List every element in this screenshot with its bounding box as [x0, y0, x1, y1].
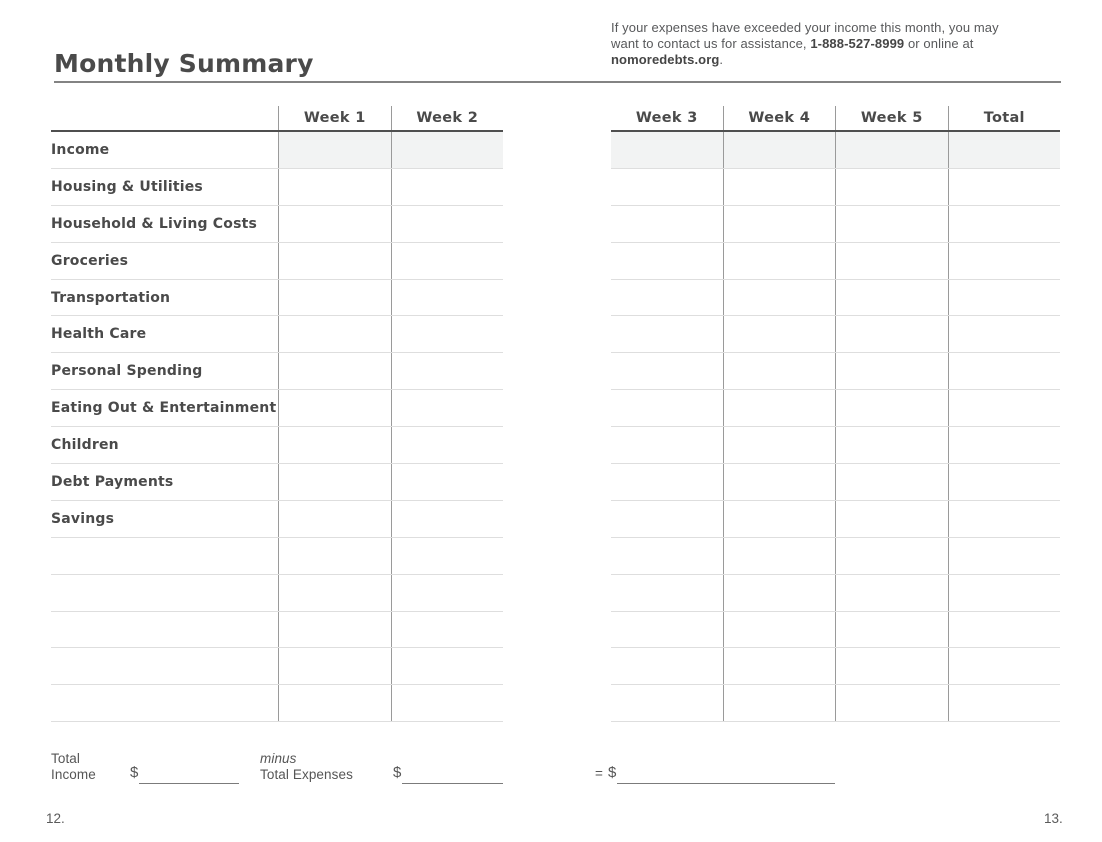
amount-cell[interactable]	[611, 612, 723, 648]
table-row	[611, 280, 1060, 317]
amount-cell[interactable]	[278, 390, 391, 426]
column-header: Week 5	[835, 106, 948, 130]
row-label	[51, 575, 278, 611]
row-label	[51, 685, 278, 721]
amount-cell[interactable]	[278, 648, 391, 684]
amount-cell[interactable]	[391, 206, 504, 242]
amount-cell[interactable]	[835, 353, 948, 389]
assistance-website: nomoredebts.org	[611, 51, 720, 67]
row-label: Groceries	[51, 252, 129, 269]
table-row	[611, 169, 1060, 206]
row-label: Children	[51, 437, 119, 454]
table-row	[611, 685, 1060, 722]
table-row	[51, 427, 503, 464]
amount-cell[interactable]	[835, 169, 948, 205]
assistance-note-line2-text: want to contact us for assistance,	[611, 35, 811, 51]
table-row	[51, 575, 503, 612]
amount-cell[interactable]	[723, 243, 836, 279]
row-label: Housing & Utilities	[51, 178, 203, 195]
amount-cell[interactable]	[611, 390, 723, 426]
assistance-phone-number: 1-888-527-8999	[810, 35, 905, 51]
total-expenses-fill-line[interactable]	[402, 783, 503, 784]
result-dollar-sign: $	[608, 764, 617, 781]
table-row	[611, 501, 1060, 538]
amount-cell[interactable]	[723, 427, 836, 463]
amount-cell[interactable]	[611, 575, 723, 611]
total-income-label	[51, 751, 96, 784]
table-header-row	[611, 103, 1060, 130]
table-row	[51, 243, 503, 280]
amount-cell[interactable]	[723, 316, 836, 352]
table-row	[51, 353, 503, 390]
amount-cell[interactable]	[835, 390, 948, 426]
amount-cell[interactable]	[278, 353, 391, 389]
amount-cell[interactable]	[391, 501, 504, 537]
table-row	[51, 501, 503, 538]
amount-cell[interactable]	[835, 648, 948, 684]
amount-cell[interactable]	[278, 243, 391, 279]
table-row	[51, 316, 503, 353]
row-label: Eating Out & Entertainment	[51, 400, 277, 417]
summary-table-weeks-3-5-total	[611, 103, 1060, 722]
amount-cell[interactable]	[391, 316, 504, 352]
amount-cell[interactable]	[835, 206, 948, 242]
result-fill-line[interactable]	[617, 783, 835, 784]
amount-cell[interactable]	[611, 280, 723, 316]
amount-cell[interactable]	[835, 575, 948, 611]
amount-cell[interactable]	[835, 685, 948, 721]
amount-cell[interactable]	[278, 427, 391, 463]
amount-cell[interactable]	[948, 280, 1061, 316]
page-number-left: 12.	[46, 811, 65, 826]
amount-cell[interactable]	[391, 132, 504, 168]
assistance-note-period: .	[719, 51, 724, 67]
total-income-fill-line[interactable]	[139, 783, 239, 784]
row-label: Health Care	[51, 326, 147, 343]
amount-cell[interactable]	[278, 575, 391, 611]
table-row	[51, 648, 503, 685]
table-row	[51, 390, 503, 427]
table-row	[51, 538, 503, 575]
table-row	[611, 132, 1060, 169]
row-label: Personal Spending	[51, 363, 203, 380]
total-income-dollar-sign: $	[130, 764, 139, 781]
amount-cell[interactable]	[611, 685, 723, 721]
amount-cell[interactable]	[723, 280, 836, 316]
row-label: Income	[51, 141, 110, 158]
table-row	[611, 316, 1060, 353]
row-label: Household & Living Costs	[51, 215, 258, 232]
amount-cell[interactable]	[391, 243, 504, 279]
amount-cell[interactable]	[723, 132, 836, 168]
amount-cell[interactable]	[948, 390, 1061, 426]
table-row	[51, 280, 503, 317]
amount-cell[interactable]	[391, 538, 504, 574]
assistance-note-line2	[611, 36, 999, 52]
table-row	[611, 206, 1060, 243]
amount-cell[interactable]	[948, 538, 1061, 574]
table-row	[611, 353, 1060, 390]
amount-cell[interactable]	[278, 464, 391, 500]
table-row	[51, 132, 503, 169]
header-divider-rule	[54, 81, 1061, 83]
table-row	[611, 427, 1060, 464]
table-row	[51, 169, 503, 206]
column-header: Week 3	[635, 110, 698, 126]
row-label	[51, 538, 278, 574]
assistance-note	[611, 20, 999, 67]
amount-cell[interactable]	[948, 132, 1061, 168]
amount-cell[interactable]	[611, 648, 723, 684]
amount-cell[interactable]	[948, 648, 1061, 684]
summary-table-weeks-1-2	[51, 103, 503, 722]
table-header-row	[51, 103, 503, 130]
amount-cell[interactable]	[391, 390, 504, 426]
table-row	[611, 612, 1060, 649]
table-row	[51, 685, 503, 722]
row-label	[51, 648, 278, 684]
amount-cell[interactable]	[278, 316, 391, 352]
amount-cell[interactable]	[391, 353, 504, 389]
amount-cell[interactable]	[835, 501, 948, 537]
total-expenses-dollar-sign: $	[393, 764, 402, 781]
table-row	[611, 575, 1060, 612]
amount-cell[interactable]	[611, 132, 723, 168]
amount-cell[interactable]	[835, 464, 948, 500]
amount-cell[interactable]	[278, 501, 391, 537]
category-column-spacer	[51, 103, 278, 130]
amount-cell[interactable]	[611, 206, 723, 242]
income-word: Income	[51, 767, 96, 783]
amount-cell[interactable]	[723, 353, 836, 389]
amount-cell[interactable]	[835, 538, 948, 574]
amount-cell[interactable]	[723, 538, 836, 574]
page-number-right: 13.	[1044, 811, 1063, 826]
amount-cell[interactable]	[391, 648, 504, 684]
amount-cell[interactable]	[391, 464, 504, 500]
amount-cell[interactable]	[948, 427, 1061, 463]
amount-cell[interactable]	[723, 612, 836, 648]
amount-cell[interactable]	[391, 575, 504, 611]
amount-cell[interactable]	[948, 685, 1061, 721]
column-header: Week 2	[391, 106, 504, 130]
amount-cell[interactable]	[723, 206, 836, 242]
amount-cell[interactable]	[391, 685, 504, 721]
amount-cell[interactable]	[391, 427, 504, 463]
amount-cell[interactable]	[611, 427, 723, 463]
amount-cell[interactable]	[835, 132, 948, 168]
amount-cell[interactable]	[948, 169, 1061, 205]
amount-cell[interactable]	[611, 538, 723, 574]
table-row	[51, 612, 503, 649]
amount-cell[interactable]	[835, 243, 948, 279]
amount-cell[interactable]	[278, 538, 391, 574]
table-row	[611, 464, 1060, 501]
equals-sign: =	[595, 766, 603, 781]
total-expenses-label	[260, 751, 353, 784]
table-row	[611, 648, 1060, 685]
amount-cell[interactable]	[391, 612, 504, 648]
amount-cell[interactable]	[278, 206, 391, 242]
amount-cell[interactable]	[835, 612, 948, 648]
amount-cell[interactable]	[278, 132, 391, 168]
amount-cell[interactable]	[723, 685, 836, 721]
table-row	[51, 464, 503, 501]
amount-cell[interactable]	[723, 390, 836, 426]
amount-cell[interactable]	[611, 169, 723, 205]
amount-cell[interactable]	[948, 501, 1061, 537]
assistance-note-line3	[611, 52, 999, 68]
amount-cell[interactable]	[278, 280, 391, 316]
amount-cell[interactable]	[835, 280, 948, 316]
column-header: Week 4	[723, 106, 836, 130]
table-row	[611, 390, 1060, 427]
row-label	[51, 612, 278, 648]
total-expenses-word: Total Expenses	[260, 767, 353, 783]
table-row	[611, 243, 1060, 280]
page-title: Monthly Summary	[54, 49, 314, 78]
total-word: Total	[51, 751, 81, 766]
amount-cell[interactable]	[835, 427, 948, 463]
column-header: Total	[948, 106, 1061, 130]
amount-cell[interactable]	[723, 501, 836, 537]
amount-cell[interactable]	[391, 280, 504, 316]
amount-cell[interactable]	[948, 353, 1061, 389]
minus-word: minus	[260, 751, 297, 766]
amount-cell[interactable]	[723, 464, 836, 500]
amount-cell[interactable]	[611, 353, 723, 389]
amount-cell[interactable]	[278, 685, 391, 721]
amount-cell[interactable]	[948, 612, 1061, 648]
assistance-note-line1: If your expenses have exceeded your income this month, you may	[611, 20, 999, 35]
amount-cell[interactable]	[611, 501, 723, 537]
column-header: Week 1	[278, 106, 391, 130]
amount-cell[interactable]	[611, 316, 723, 352]
assistance-note-line2-text2: or online at	[904, 35, 974, 51]
amount-cell[interactable]	[948, 464, 1061, 500]
amount-cell[interactable]	[611, 464, 723, 500]
amount-cell[interactable]	[835, 316, 948, 352]
table-body	[611, 130, 1060, 722]
row-label: Transportation	[51, 289, 171, 306]
amount-cell[interactable]	[948, 206, 1061, 242]
amount-cell[interactable]	[948, 243, 1061, 279]
amount-cell[interactable]	[278, 612, 391, 648]
amount-cell[interactable]	[948, 575, 1061, 611]
table-row	[611, 538, 1060, 575]
row-label: Savings	[51, 510, 115, 527]
table-row	[51, 206, 503, 243]
amount-cell[interactable]	[948, 316, 1061, 352]
row-label: Debt Payments	[51, 473, 174, 490]
amount-cell[interactable]	[278, 169, 391, 205]
amount-cell[interactable]	[723, 648, 836, 684]
amount-cell[interactable]	[391, 169, 504, 205]
amount-cell[interactable]	[611, 243, 723, 279]
table-body	[51, 130, 503, 722]
amount-cell[interactable]	[723, 575, 836, 611]
amount-cell[interactable]	[723, 169, 836, 205]
